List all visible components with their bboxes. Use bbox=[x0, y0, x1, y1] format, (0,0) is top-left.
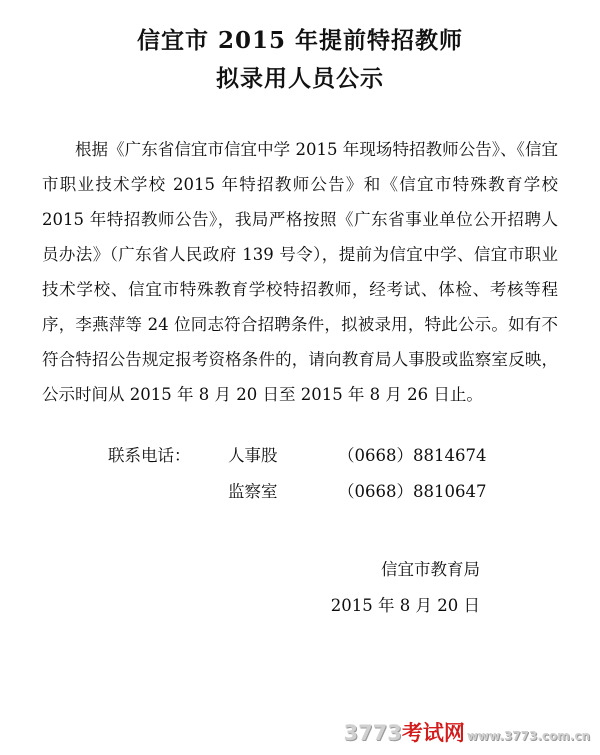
signature-date: 2015 年 8 月 20 日 bbox=[330, 596, 480, 615]
watermark bbox=[343, 717, 590, 747]
watermark-chinese: 考试网 bbox=[401, 721, 465, 745]
contact-section bbox=[42, 438, 558, 510]
watermark-domain: www.3773.com.cn bbox=[466, 729, 590, 743]
contact-dept-personnel: 人事股 bbox=[228, 446, 278, 465]
body-paragraph: 根据《广东省信宜市信宜中学 2015 年现场特招教师公告》、《信宜市职业技术学校 2015 年特招教师公告》和《信宜市特殊教育学校 2015 年特招教师公告》，我局严格按照《广东省事业单位公开招聘人员办法》（广东省人民政府 139 号令），提前为信宜中学、信宜市职业技术学校、信宜市特殊教育学校特招教师，经考试、体检、考核等程序，李燕萍等 24 位同志符合招聘条件，拟被录用，特此公示。如有不符合特招公告规定报考资格条件的，请向教育局人事股或监察室反映，公示时间从 2015 年 8 月 20 日至 2015 年 8 月 26 日止。 bbox=[42, 140, 558, 404]
signature-section bbox=[42, 552, 558, 624]
contact-number-personnel: （0668）8814674 bbox=[338, 446, 487, 465]
signature-organization: 信宜市教育局 bbox=[381, 560, 480, 579]
contact-dept-supervision: 监察室 bbox=[228, 482, 278, 501]
document-page bbox=[0, 22, 600, 755]
document-title bbox=[0, 22, 600, 98]
contact-number-supervision: （0668）8810647 bbox=[338, 482, 487, 501]
title-line-2: 拟录用人员公示 bbox=[216, 65, 384, 92]
watermark-number: 3773 bbox=[343, 721, 402, 745]
contact-row bbox=[42, 474, 558, 510]
title-line-1: 信宜市 2015 年提前特招教师 bbox=[136, 27, 464, 54]
document-body bbox=[42, 132, 558, 412]
contact-row bbox=[42, 438, 558, 474]
contact-label: 联系电话： bbox=[108, 446, 191, 465]
